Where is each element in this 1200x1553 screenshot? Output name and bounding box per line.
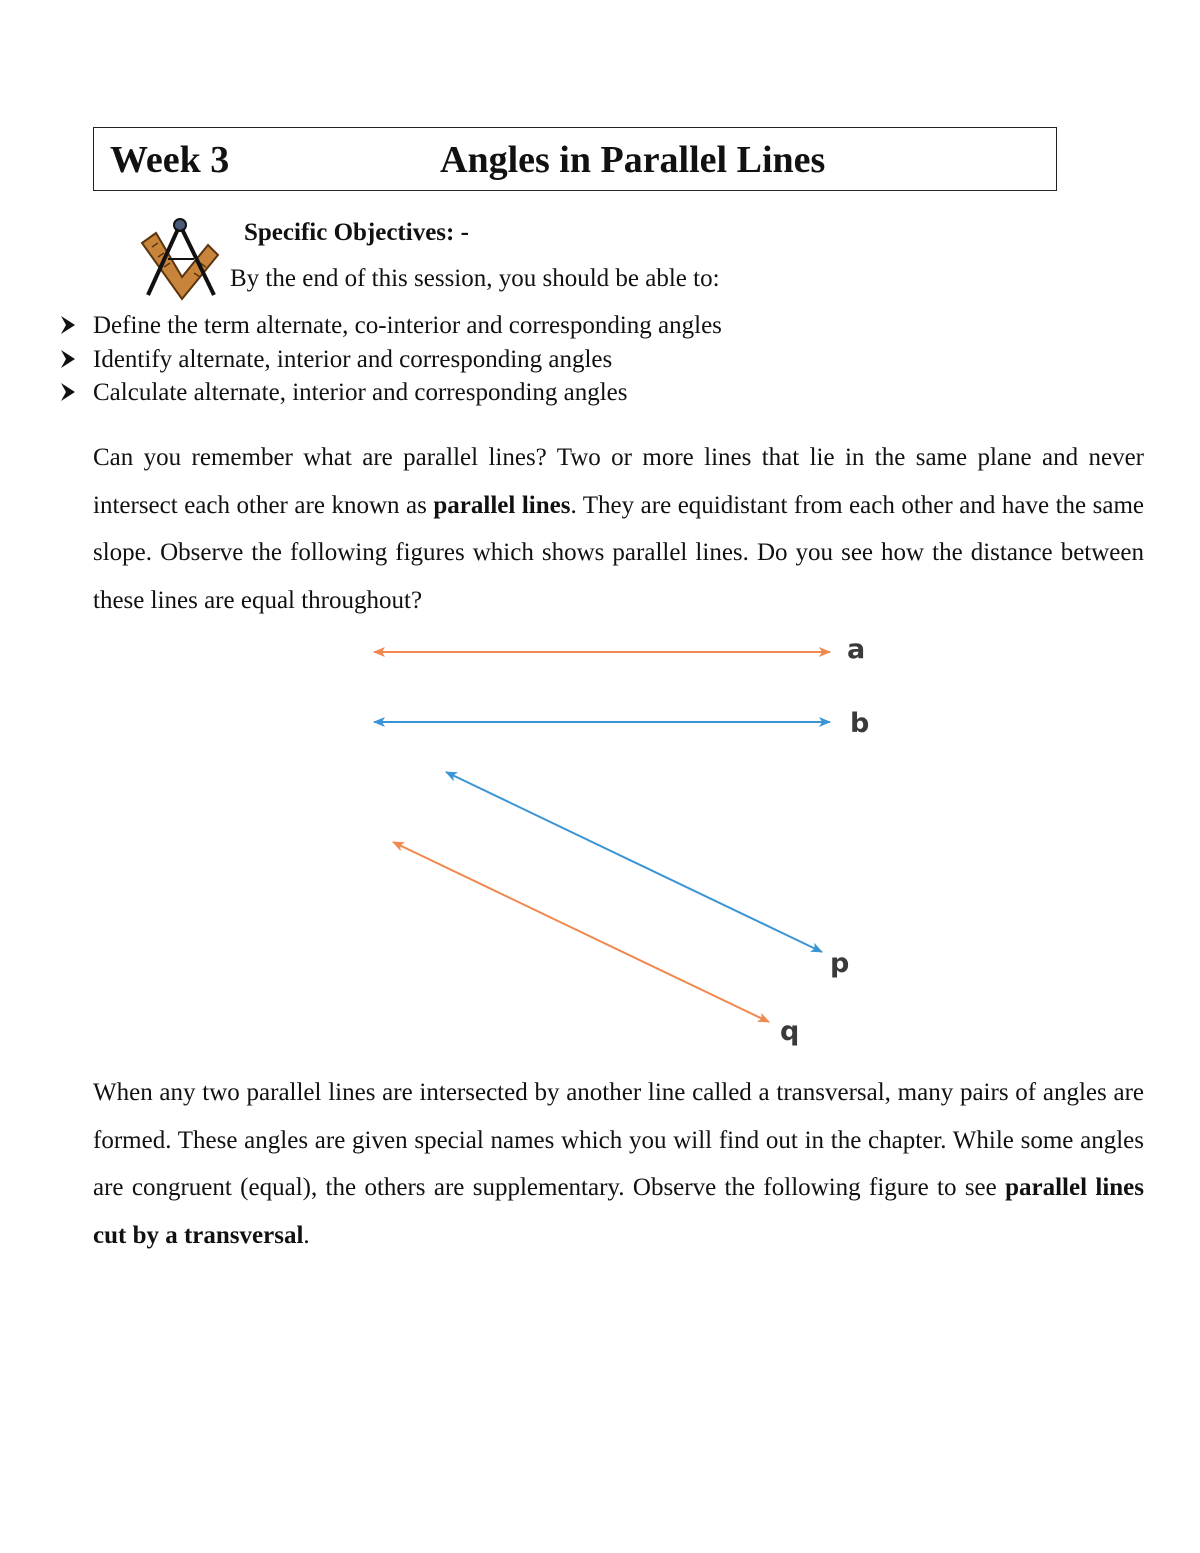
parallel-lines-figure	[360, 630, 890, 1050]
arrowhead-bullet-icon	[60, 347, 76, 371]
objective-text: Calculate alternate, interior and corresponding angles	[93, 379, 628, 406]
header-box	[93, 127, 1057, 191]
objective-item	[58, 376, 722, 410]
transversal-paragraph	[93, 1069, 1144, 1259]
label-q: q	[780, 1016, 800, 1047]
label-p: p	[830, 948, 850, 979]
week-label: Week 3	[110, 139, 230, 181]
paragraph-text: . They are equidistant from each other and have the same slope. Observe the following figures which shows parallel lines. Do you see how the distance between these lines are equal throughout?	[93, 491, 1145, 614]
label-a: a	[847, 634, 866, 665]
bold-term: parallel lines	[433, 491, 571, 519]
objective-item	[58, 343, 722, 377]
objective-text: Identify alternate, interior and corresponding angles	[93, 345, 613, 373]
objectives-heading: Specific Objectives: -	[244, 219, 469, 246]
page-title: Angles in Parallel Lines	[440, 139, 826, 181]
objectives-intro: By the end of this session, you should be able to:	[230, 265, 720, 292]
objective-item	[58, 309, 722, 343]
paragraph-text: Can you remember what are parallel lines? Two or more lines that lie in the same plane and never intersect each other are known as	[93, 444, 1144, 519]
paragraph-text: When any two parallel lines are intersected by another line called a transversal, many pairs of angles are formed. These angles are given special names which you will find out in the chapter. While some angles are congruent (equal), the others are supplementary. Observe the following figure to see	[93, 1079, 1144, 1201]
line-q	[393, 842, 769, 1022]
paragraph-text: .	[303, 1221, 310, 1249]
compass-square-icon	[138, 215, 220, 301]
objective-text: Define the term alternate, co-interior and corresponding angles	[93, 312, 722, 339]
line-p	[446, 772, 822, 952]
arrowhead-bullet-icon	[60, 380, 76, 404]
objectives-list	[58, 309, 722, 410]
label-b: b	[850, 708, 870, 739]
arrowhead-bullet-icon	[60, 313, 76, 337]
parallel-lines-paragraph	[93, 434, 1144, 624]
bold-term: parallel lines cut by a transversal	[93, 1174, 1144, 1249]
